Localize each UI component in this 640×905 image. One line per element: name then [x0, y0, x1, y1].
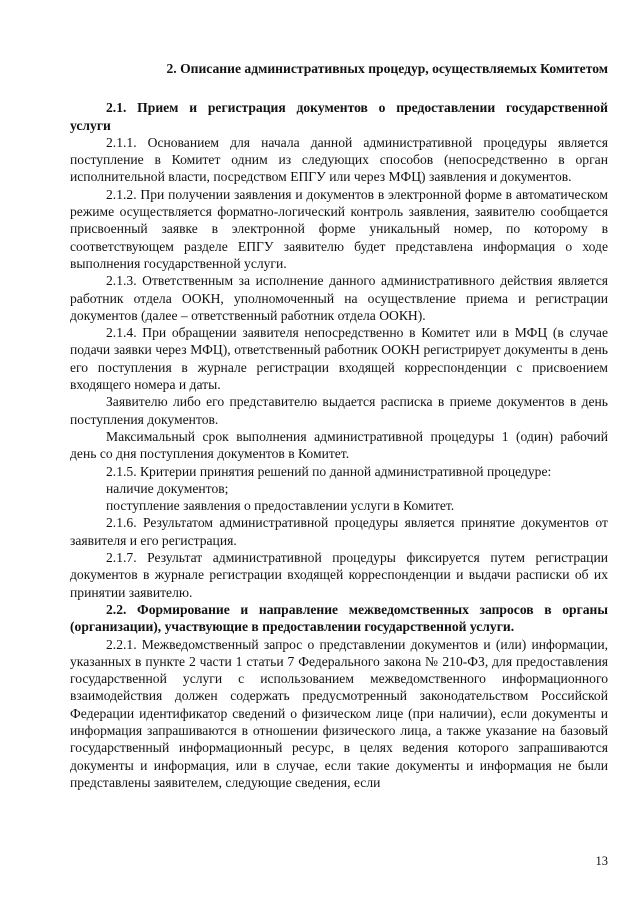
- heading-2-2: 2.2. Формирование и направление межведомственных запросов в органы (организации), участвующие в предоставлении государственной услуги.: [70, 601, 608, 635]
- paragraph-2-2-1: 2.2.1. Межведомственный запрос о представлении документов и (или) информации, указанных в пункте 2 части 1 статьи 7 Федерального закона № 210-ФЗ, для предоставления государственной услуги с использованием межведомственного информационного взаимодействия должен содержать предусмотренный законодательством Российской Федерации идентификатор сведений о физическом лице (при наличии), если документы и информация запрашиваются в отношении физического лица, а также указание на базовый государственный информационный ресурс, в целях ведения которого запрашиваются документы и информация, или в случае, если такие документы и информация не были представлены заявителем, следующие сведения, если: [70, 636, 608, 790]
- section-title: 2. Описание административных процедур, осуществляемых Комитетом: [166, 61, 608, 76]
- heading-2-1: 2.1. Прием и регистрация документов о предоставлении государственной услуги: [70, 100, 608, 133]
- criterion-1: наличие документов;: [106, 480, 229, 496]
- paragraph-2-1-5: 2.1.5. Критерии принятия решений по данной административной процедуре:: [106, 463, 552, 479]
- paragraph-2-1-7: 2.1.7. Результат административной процедуры фиксируется путем регистрации документов в журнале регистрации входящей корреспонденции и выдачи расписки об их принятии заявителю.: [70, 550, 608, 600]
- paragraph-2-1-1: 2.1.1. Основанием для начала данной административной процедуры является поступление в Комитет одним из следующих способов (непосредственно в орган исполнительной власти, посредством ЕПГУ или через МФЦ) заявления и документов.: [70, 134, 608, 185]
- paragraph-max-term: Максимальный срок выполнения административной процедуры 1 (один) рабочий день со дня поступления документов в Комитет.: [70, 428, 608, 462]
- paragraph-2-1-4: 2.1.4. При обращении заявителя непосредственно в Комитет или в МФЦ (в случае подачи заявки через МФЦ), ответственный работник ООКН регистрирует документы в день его поступления в журнале регистрации входящей корреспонденции с присвоением входящего номера и даты.: [70, 325, 608, 393]
- criterion-2: поступление заявления о предоставлении услуги в Комитет.: [106, 498, 455, 514]
- paragraph-2-1-6: 2.1.6. Результатом административной процедуры является принятие документов от заявителя и его регистрация.: [70, 515, 608, 548]
- page-number: 13: [595, 854, 608, 868]
- paragraph-2-1-2: 2.1.2. При получении заявления и документов в электронной форме в автоматическом режиме осуществляется форматно-логический контроль заявления, заявителю сообщается присвоенный заявке в электронной форме уникальный номер, по которому в соответствующем разделе ЕПГУ заявителю будет представлена информация о ходе выполнения государственной услуги.: [70, 186, 608, 271]
- paragraph-receipt: Заявителю либо его представителю выдается расписка в приеме документов в день поступления документов.: [70, 394, 608, 427]
- paragraph-2-1-3: 2.1.3. Ответственным за исполнение данного административного действия является работник отдела ООКН, уполномоченный на осуществление приема и регистрации документов (далее – ответственный работник отдела ООКН).: [70, 273, 608, 323]
